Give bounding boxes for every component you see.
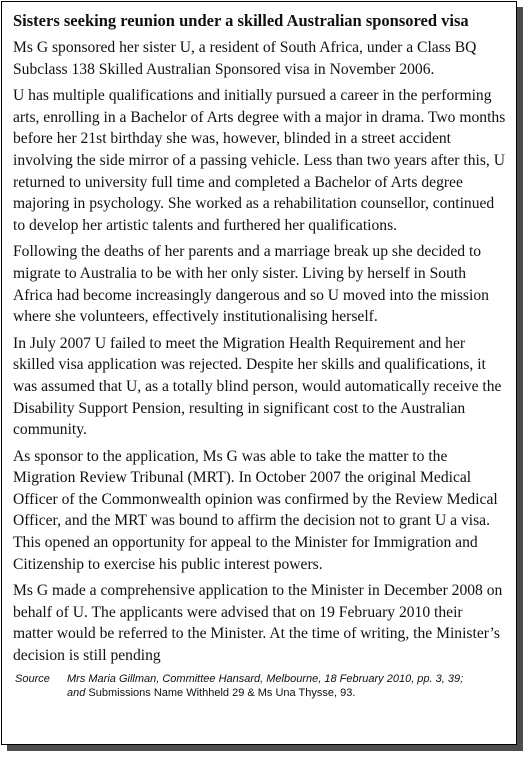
paragraph-qualifications: U has multiple qualifications and initially pursued a career in the performing arts, enrolling in a Bachelor of Arts degree with a major in drama. Two months before her 21st birthday she was, however, blinded in a street accident involving the side mirror of a passing vehicle. Less than two years after this, U returned to university full time and completed a Bachelor of Arts degree majoring in psychology. She worked as a rehabilitation counsellor, continued to develop her artistic talents and furthered her qualifications. <box>13 87 506 234</box>
source-hansard-reference: Mrs Maria Gillman, Committee Hansard, Melbourne, 18 February 2010, pp. 3, 39; and <box>67 672 464 700</box>
paragraph-visa-rejection: In July 2007 U failed to meet the Migration Health Requirement and her skilled visa application was rejected. Despite her skills and qualifications, it was assumed that U, as a totally blind person, would automatically receive the Disability Support Pension, resulting in significant cost to the Australian community. <box>13 334 502 439</box>
paragraph-migration-reason: Following the deaths of her parents and a marriage break up she decided to migrate to Australia to be with her only sister. Living by herself in South Africa had become increasingly dangerous and so U moved into the mission where she volunteers, effectively institutionalising herself. <box>13 243 489 326</box>
paragraph-sponsorship: Ms G sponsored her sister U, a resident of South Africa, under a Class BQ Subclass 138 Skilled Australian Sponsored visa in November 2006. <box>13 39 477 78</box>
box-title: Sisters seeking reunion under a skilled Australian sponsored visa <box>13 11 469 30</box>
source-text <box>67 672 506 701</box>
paragraph-tribunal-review: As sponsor to the application, Ms G was able to take the matter to the Migration Review Tribunal (MRT). In October 2007 the original Medical Officer of the Commonwealth opinion was confirmed by the Review Medical Officer, and the MRT was bound to affirm the decision not to grant U a visa. This opened an opportunity for appeal to the Minister for Immigration and Citizenship to exercise his public interest powers. <box>13 447 498 573</box>
source-citation <box>13 672 506 701</box>
paragraph-ministerial-appeal: Ms G made a comprehensive application to the Minister in December 2008 on behalf of U. The applicants were advised that on 19 February 2010 their matter would be referred to the Minister. At the time of writing, the Minister’s decision is still pending <box>13 582 503 665</box>
source-label: Source <box>15 672 50 685</box>
source-submissions-reference: Submissions Name Withheld 29 & Ms Una Thysse, 93. <box>85 687 356 700</box>
text-box <box>1 1 517 745</box>
